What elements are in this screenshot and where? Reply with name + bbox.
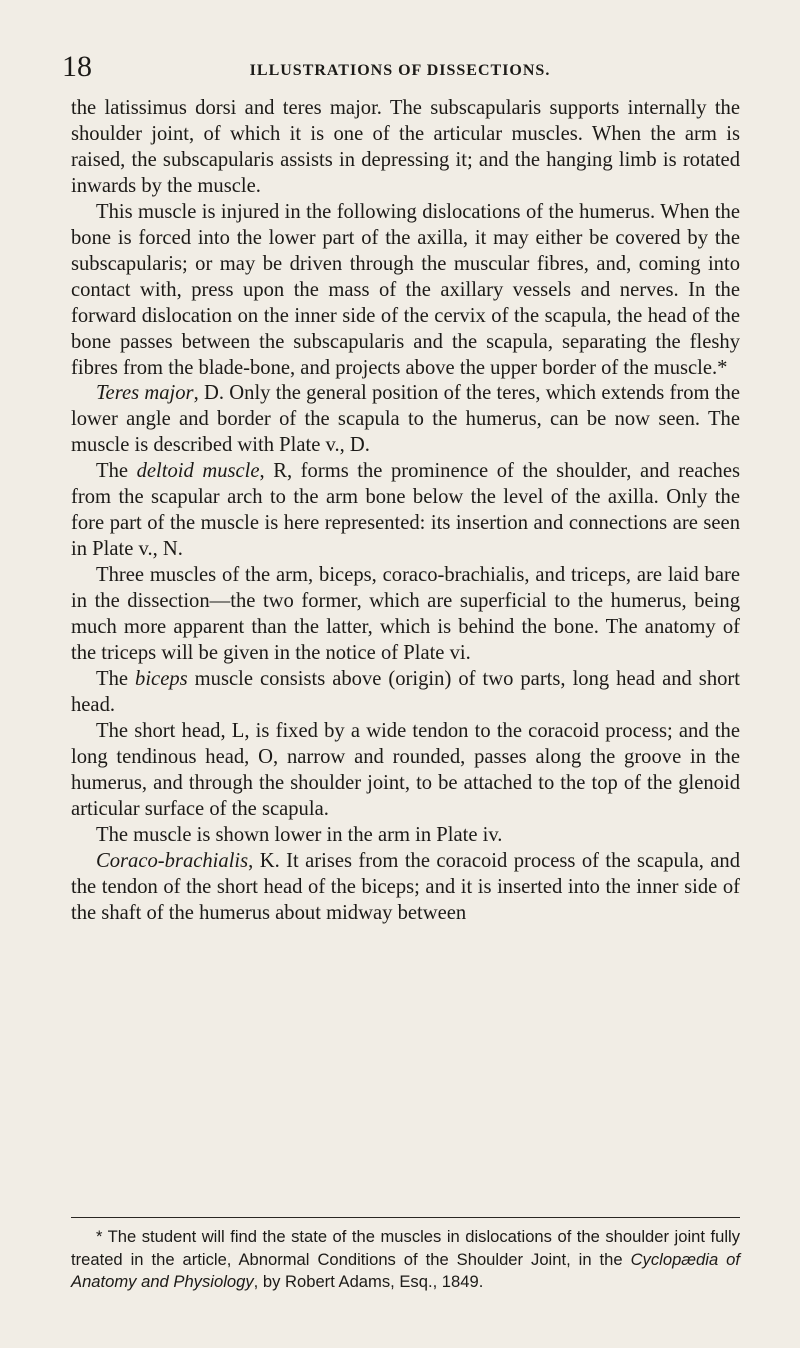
footnote-text (71, 1226, 740, 1294)
italic-term: Coraco-brachialis (96, 849, 249, 872)
text-run: The short head, L, is fixed by a wide tendon to the coracoid process; and the long tendinous head, O, narrow and rounded, passes along the groove in the humerus, and through the shoulder joint, to be attached to the top of the glenoid articular surface of the scapula. (71, 719, 740, 820)
paragraph (71, 823, 740, 849)
paragraph (71, 563, 740, 667)
paragraph (71, 719, 740, 823)
text-run: * The student will find the state of the muscles in dislocations of the shoulder joint fully treated in the article, Abnormal Conditions of the Shoulder Joint, in the (71, 1227, 740, 1269)
body-text (71, 96, 740, 927)
page-number: 18 (62, 50, 92, 83)
paragraph (71, 459, 740, 563)
text-run: The (96, 667, 136, 690)
footnote-rule (71, 1217, 740, 1218)
text-run: the latissimus dorsi and teres major. The subscapularis supports internally the shoulder joint, of which it is one of the articular muscles. When the arm is raised, the subscapularis assists in depressing it; and the hanging limb is rotated inwards by the muscle. (71, 97, 740, 197)
running-head: ILLUSTRATIONS OF DISSECTIONS. (249, 62, 551, 79)
text-run: , by Robert Adams, Esq., 1849. (253, 1272, 484, 1291)
text-run: muscle consists above (origin) of two parts, long head and short head. (71, 667, 740, 716)
italic-term: deltoid muscle (136, 460, 260, 483)
italic-term: Cyclopædia of Anatomy and Physiology (71, 1249, 741, 1291)
text-run: , K. It arises from the coracoid process of the scapula, and the tendon of the short head of the biceps; and it is inserted into the inner side of the shaft of the humerus about midway between (71, 849, 740, 924)
paragraph (71, 96, 740, 200)
text-run: , D. Only the general position of the teres, which extends from the lower angle and border of the scapula to the humerus, can be now seen. The muscle is described with Plate v., D. (71, 382, 740, 457)
text-run: The muscle is shown lower in the arm in Plate iv. (96, 823, 503, 846)
paragraph (71, 381, 740, 459)
paragraph (71, 667, 740, 719)
italic-term: biceps (135, 667, 188, 690)
text-run: Three muscles of the arm, biceps, coraco-brachialis, and triceps, are laid bare in the dissection—the two former, which are superficial to the humerus, being much more apparent than the latter, which is behind the bone. The anatomy of the triceps will be given in the notice of Plate vi. (71, 564, 740, 665)
text-run: The (96, 460, 137, 483)
text-run: , R, forms the prominence of the shoulder, and reaches from the scapular arch to the arm bone below the level of the axilla. Only the fore part of the muscle is here represented: its insertion and connections are seen in Plate v., N. (71, 460, 741, 561)
footnote (71, 1226, 740, 1294)
paragraph (71, 200, 740, 382)
italic-term: Teres major (96, 382, 194, 405)
text-run: This muscle is injured in the following dislocations of the humerus. When the bone is forced into the lower part of the axilla, it may either be covered by the subscapularis; or may be driven through the muscular fibres, and, coming into contact with, press upon the mass of the axillary vessels and nerves. In the forward dislocation on the inner side of the cervix of the scapula, the head of the bone passes between the subscapularis and the scapula, separating the fleshy fibres from the blade-bone, and projects above the upper border of the muscle.* (71, 200, 740, 379)
paragraph (71, 849, 740, 927)
